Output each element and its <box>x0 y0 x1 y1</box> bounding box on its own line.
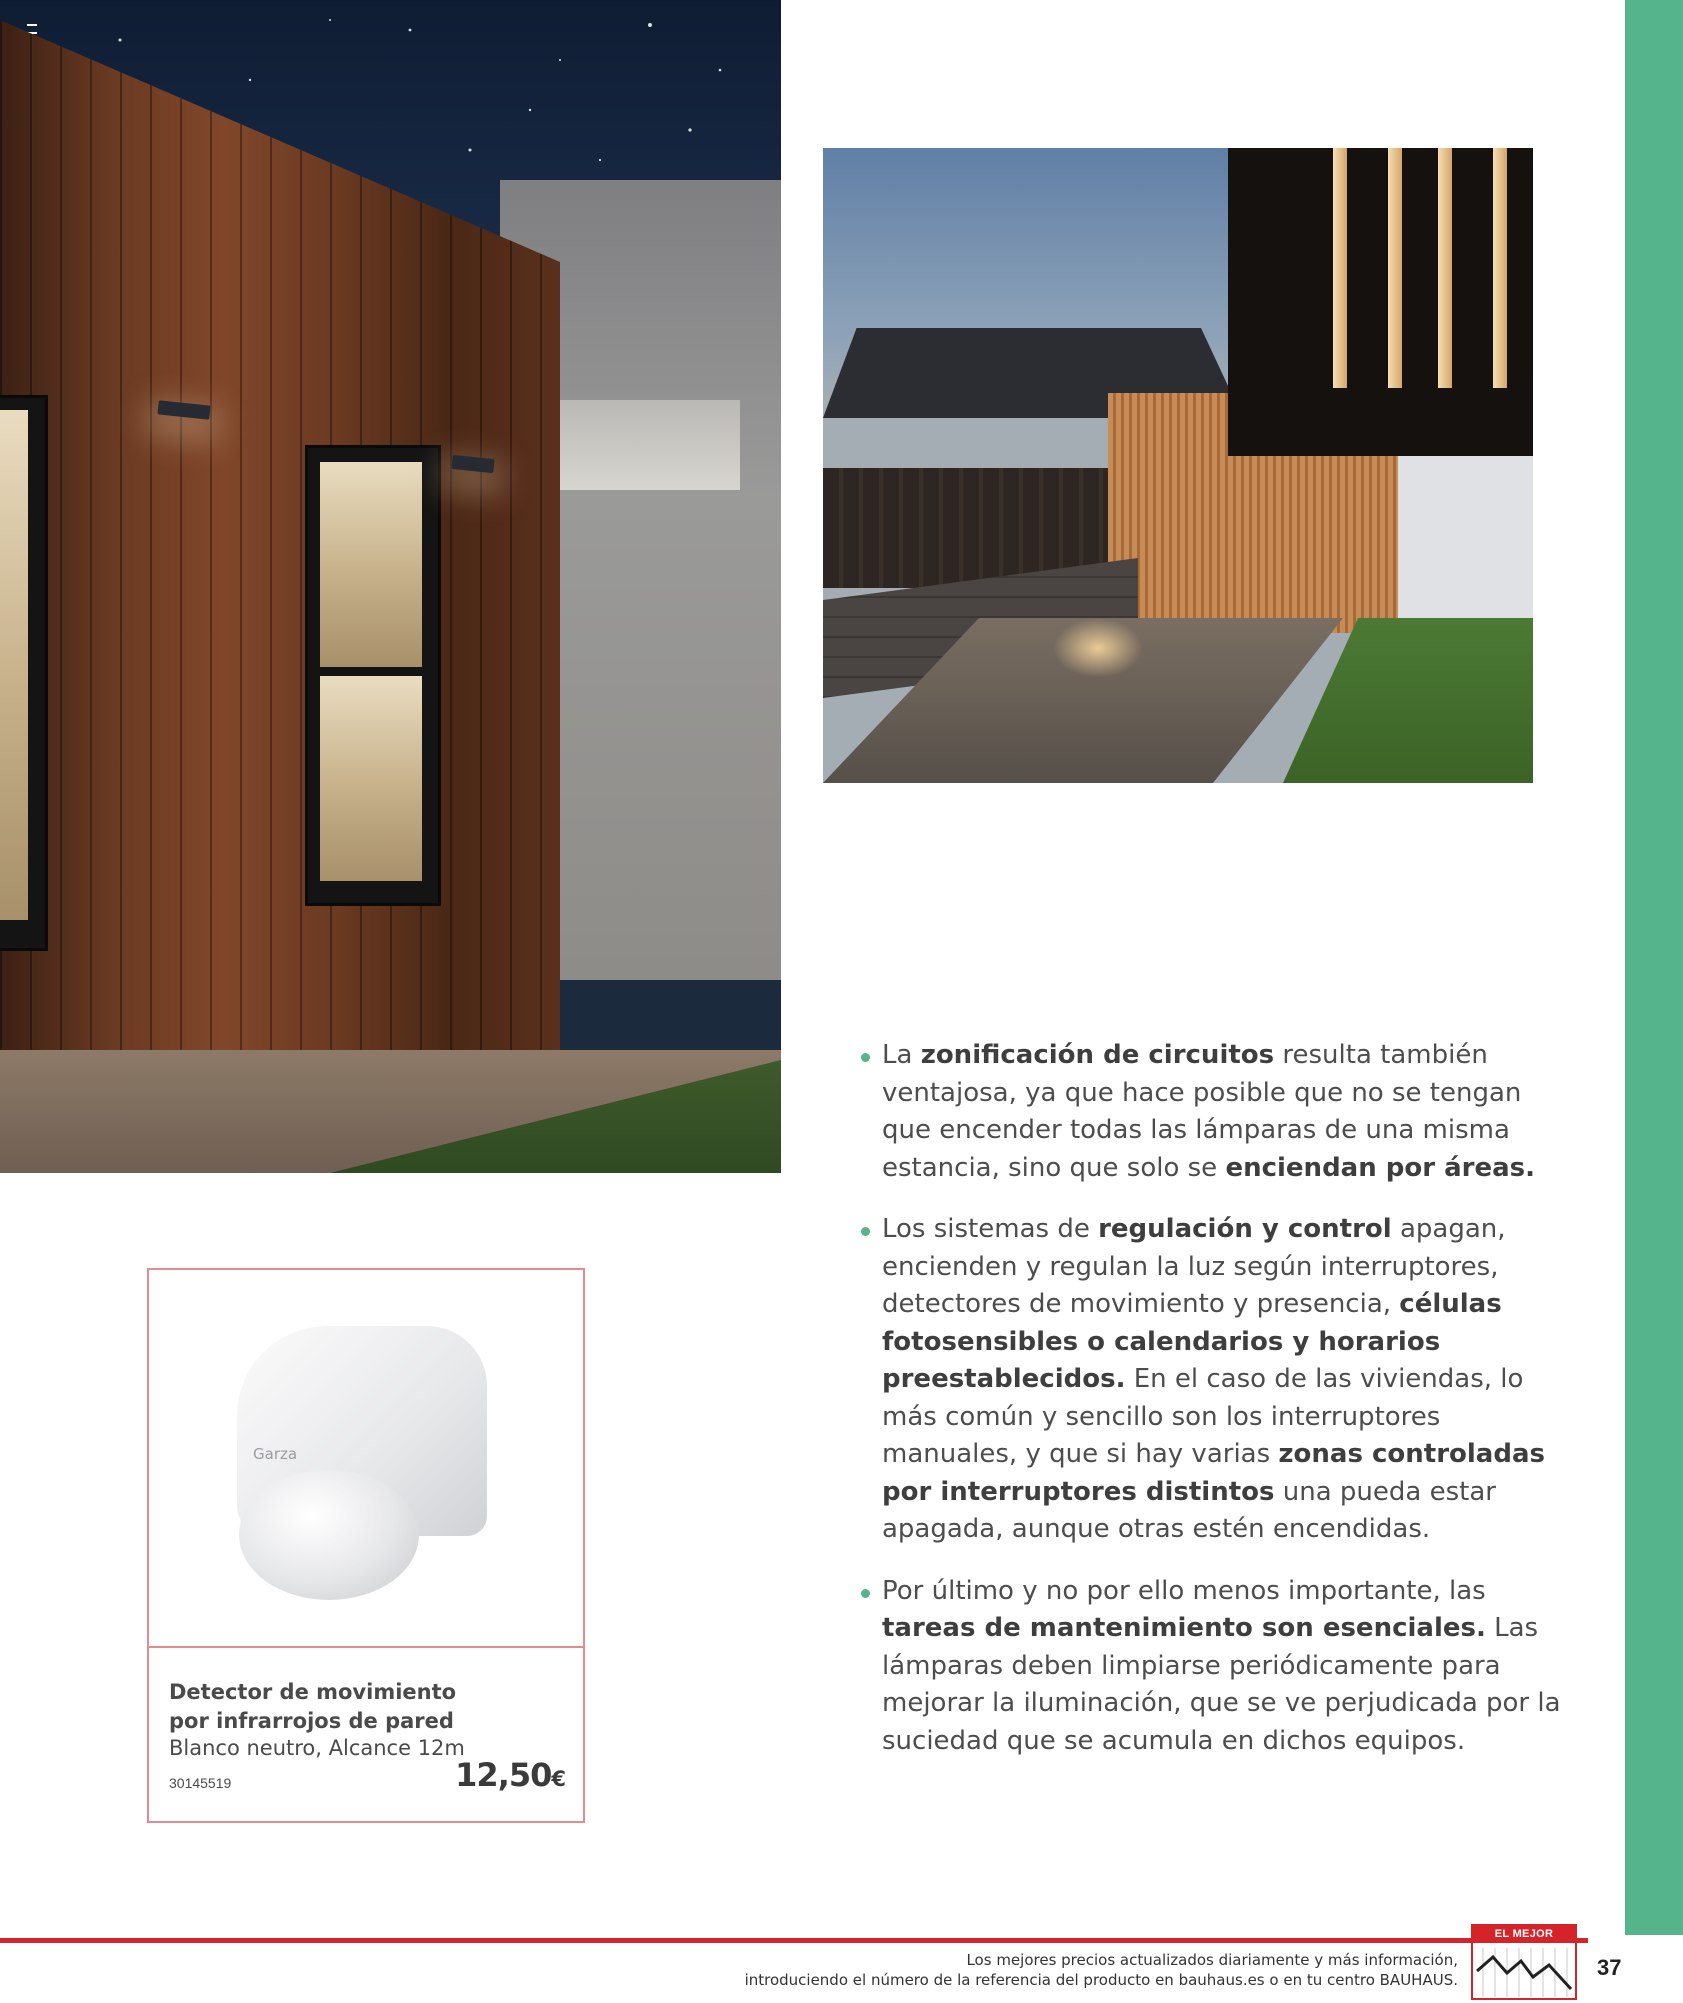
bullet-text: apagan, encienden y regulan la luz según interruptores, detectores de movimiento y presencia, <box>882 1214 1506 1319</box>
bullet-emphasis: células fotosensibles o calendarios y horarios preestablecidos. <box>882 1289 1502 1394</box>
product-price <box>455 1756 565 1794</box>
green-side-strip <box>1625 0 1683 1935</box>
sensor-dome <box>239 1470 419 1600</box>
bullet-text: La <box>882 1040 921 1070</box>
info-bullet-list <box>861 1037 1561 1784</box>
bullet-text: Las lámparas deben limpiarse periódicamente para mejorar la iluminación, que se ve perjudicada por la suciedad que se acumula en dichos equipos. <box>882 1613 1561 1756</box>
driveway-photo <box>823 148 1533 783</box>
footer-line-2: introduciendo el número de la referencia del producto en bauhaus.es o en tu centro BAUHAUS. <box>744 1971 1458 1989</box>
badge-label: EL MEJOR PRECIO <box>1473 1926 1575 1943</box>
product-brand: Garza <box>253 1445 298 1463</box>
product-title: Detector de movimiento por infrarrojos de pared <box>169 1680 457 1733</box>
bullet-emphasis: regulación y control <box>1098 1214 1392 1244</box>
product-image <box>149 1270 583 1648</box>
page-number: 37 <box>1597 1955 1622 1980</box>
lit-slat <box>1388 148 1402 388</box>
bullet-emphasis: tareas de mantenimiento son esenciales. <box>882 1613 1486 1643</box>
bullet-emphasis: zonas controladas por interruptores distintos <box>882 1439 1545 1507</box>
lit-slat <box>1333 148 1347 388</box>
product-card[interactable] <box>147 1268 585 1823</box>
center-window-bottom-glass <box>320 676 422 881</box>
bullet-text: resulta también ventajosa, ya que hace posible que no se tengan que encender todas las lámparas de una misma estancia, sino que solo se <box>882 1040 1522 1183</box>
lit-slat <box>1438 148 1452 388</box>
bullet-item <box>861 1573 1561 1761</box>
footer-rule <box>0 1938 1588 1943</box>
best-price-badge <box>1471 1924 1577 2000</box>
bullet-text: una pueda estar apagada, aunque otras estén encendidas. <box>882 1476 1496 1544</box>
footer-note <box>745 1950 1458 1990</box>
product-reference: 30145519 <box>169 1775 232 1791</box>
product-subtitle: Blanco neutro, Alcance 12m <box>169 1736 465 1760</box>
left-window-glass <box>0 410 28 920</box>
center-window-top-glass <box>320 462 422 667</box>
bullet-emphasis: enciendan por áreas. <box>1225 1152 1536 1183</box>
footer-line-1: Los mejores precios actualizados diariamente y más información, <box>966 1951 1458 1969</box>
bullet-item <box>861 1037 1561 1187</box>
price-chart-icon <box>1473 1943 1575 1998</box>
price-amount: 12,50 <box>455 1756 552 1794</box>
lit-slat <box>1493 148 1507 388</box>
dark-slatted-facade <box>1228 148 1533 456</box>
bullet-emphasis: zonificación de circuitos <box>920 1040 1275 1070</box>
bullet-item <box>861 1211 1561 1549</box>
price-currency: € <box>551 1767 565 1791</box>
step-light-glow <box>1053 618 1143 678</box>
bullet-text: En el caso de las viviendas, lo más común y sencillo son los interruptores manuales, y que si hay varias <box>882 1364 1524 1469</box>
bullet-text: Los sistemas de <box>882 1214 1099 1244</box>
bullet-text: Por último y no por ello menos importante, las <box>882 1575 1486 1606</box>
house-facade-photo <box>0 0 781 1173</box>
